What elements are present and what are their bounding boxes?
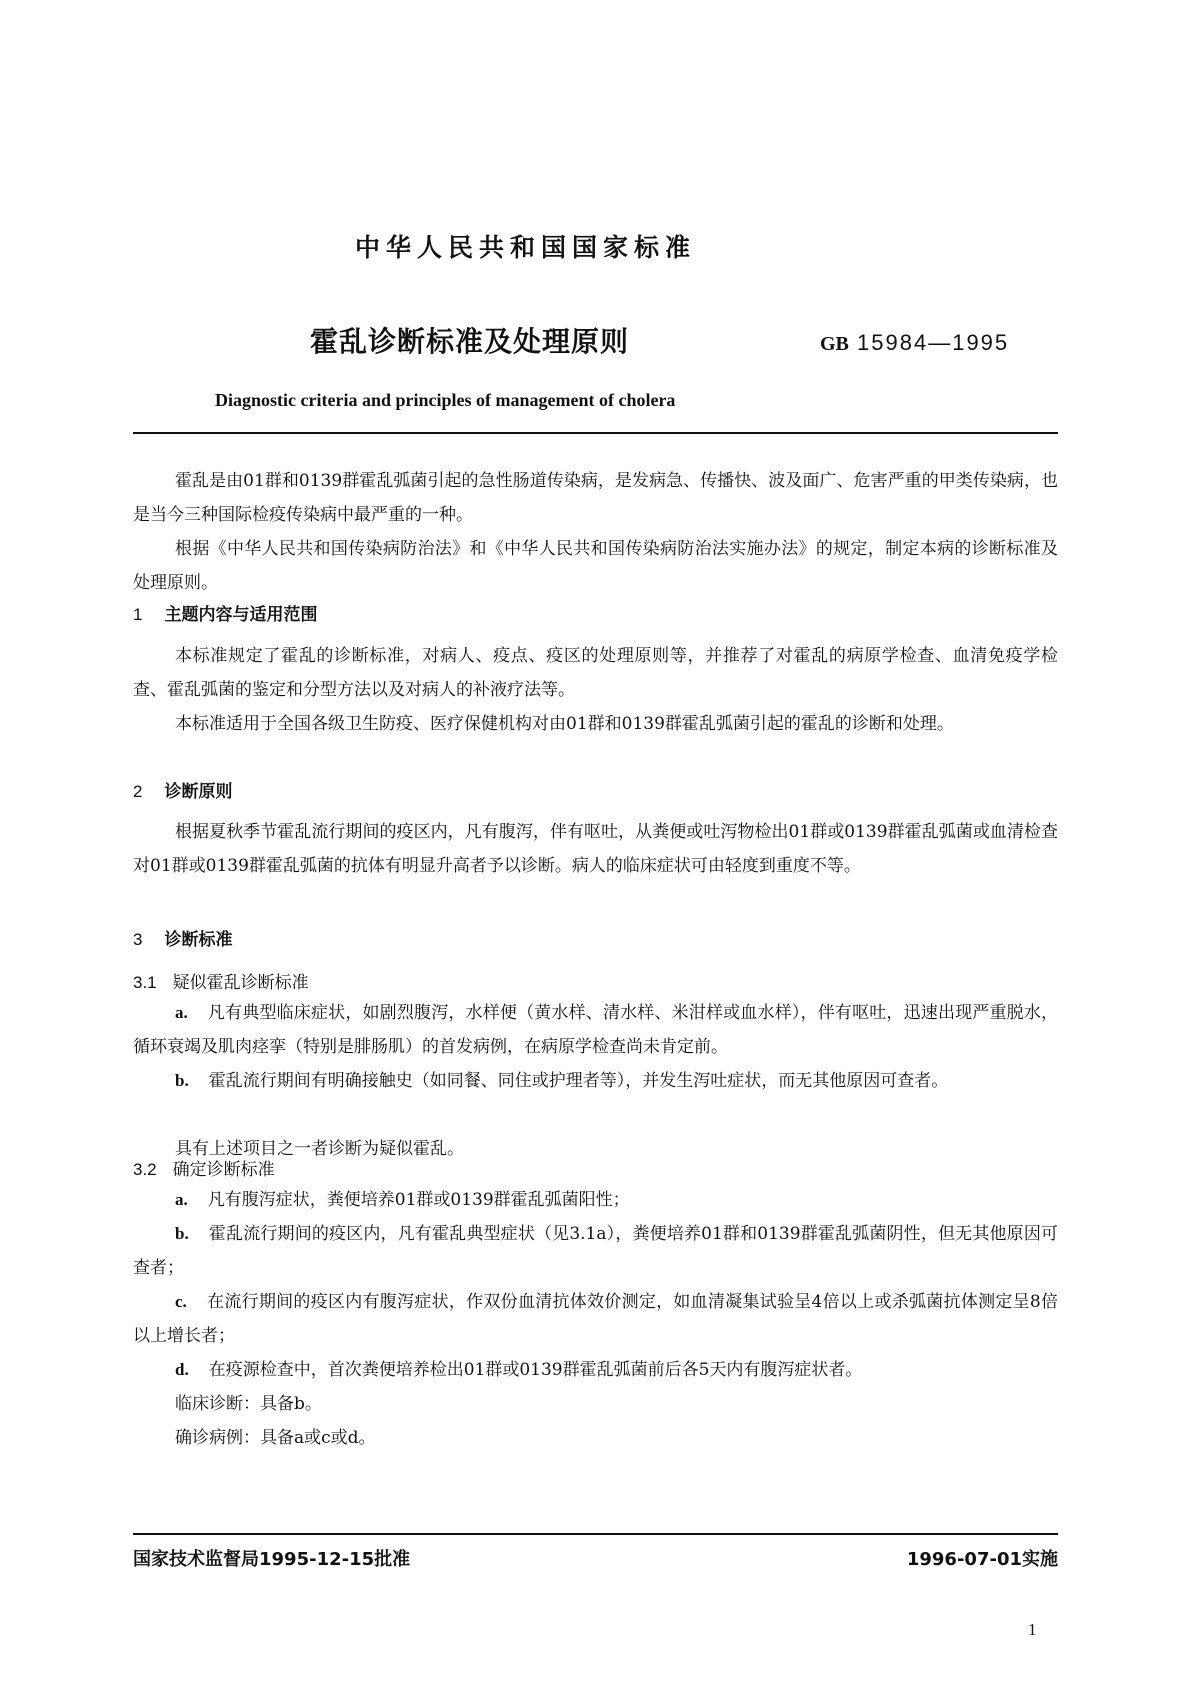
- list-item-3-1-b: [133, 1064, 1058, 1098]
- item-marker: b.: [175, 1071, 189, 1090]
- section-3-heading: [133, 925, 232, 950]
- item-marker: c.: [175, 1292, 187, 1311]
- standard-prefix: GB: [820, 333, 849, 355]
- list-item-3-2-c: [133, 1285, 1058, 1353]
- bottom-rule: [133, 1533, 1058, 1535]
- item-marker: b.: [175, 1224, 189, 1243]
- subsection-3-1-heading: [133, 968, 309, 993]
- top-rule: [133, 432, 1058, 434]
- confirmed-case-note: 确诊病例：具备a或c或d。: [175, 1428, 376, 1448]
- section-title: 诊断原则: [164, 782, 233, 802]
- section-title: 主题内容与适用范围: [164, 605, 318, 625]
- section-title: 诊断标准: [164, 930, 233, 950]
- subsection-3-2-heading: [133, 1155, 275, 1180]
- section-2-heading: [133, 777, 232, 802]
- english-title: Diagnostic criteria and principles of management of cholera: [215, 390, 676, 410]
- implementation-date: 1996-07-01实施: [906, 1549, 1058, 1570]
- item-text: 在流行期间的疫区内有腹泻症状，作双份血清抗体效价测定，如血清凝集试验呈4倍以上或杀弧菌抗体测定呈8倍以上增长者；: [133, 1292, 1058, 1346]
- page-number: 1: [1028, 1620, 1037, 1639]
- clinical-diagnosis-note: 临床诊断：具备b。: [175, 1394, 322, 1414]
- subsection-number: 3.2: [133, 1160, 157, 1179]
- item-marker: a.: [175, 1003, 188, 1022]
- item-text: 凡有腹泻症状，粪便培养01群或0139群霍乱弧菌阳性；: [207, 1190, 630, 1210]
- subsection-title: 确定诊断标准: [172, 1160, 275, 1180]
- item-text: 凡有典型临床症状，如剧烈腹泻，水样便（黄水样、清水样、米泔样或血水样），伴有呕吐，迅速出现严重脱水，循环衰竭及肌肉痉挛（特别是腓肠肌）的首发病例，在病原学检查尚未肯定前。: [133, 1003, 1058, 1057]
- standard-code: 15984—1995: [857, 330, 1010, 355]
- standard-number: [820, 330, 1009, 356]
- list-item-3-2-a: [133, 1183, 1058, 1217]
- section-1-paragraph-2: 本标准适用于全国各级卫生防疫、医疗保健机构对由01群和0139群霍乱弧菌引起的霍乱的诊断和处理。: [175, 714, 954, 734]
- section-number: 1: [133, 605, 143, 624]
- approval-date: 国家技术监督局1995-12-15批准: [133, 1549, 411, 1570]
- item-text: 霍乱流行期间的疫区内，凡有霍乱典型症状（见3.1a），粪便培养01群和0139群霍乱弧菌阴性，但无其他原因可查者；: [133, 1224, 1058, 1278]
- section-2-paragraph: 根据夏秋季节霍乱流行期间的疫区内，凡有腹泻，伴有呕吐，从粪便或吐泻物检出01群或0139群霍乱弧菌或血清检查对01群或0139群霍乱弧菌的抗体有明显升高者予以诊断。病人的临床症状可由轻度到重度不等。: [133, 822, 1058, 876]
- section-1-paragraph-1: 本标准规定了霍乱的诊断标准，对病人、疫点、疫区的处理原则等，并推荐了对霍乱的病原学检查、血清免疫学检查、霍乱弧菌的鉴定和分型方法以及对病人的补液疗法等。: [133, 646, 1058, 700]
- list-item-3-1-a: [133, 996, 1058, 1064]
- list-item-3-2-d: [133, 1353, 1058, 1387]
- section-1-heading: [133, 600, 317, 625]
- item-marker: d.: [175, 1360, 189, 1379]
- document-title: 霍乱诊断标准及处理原则: [310, 325, 630, 358]
- item-text: 霍乱流行期间有明确接触史（如同餐、同住或护理者等），并发生泻吐症状，而无其他原因可查者。: [208, 1071, 949, 1091]
- intro-paragraph-2: 根据《中华人民共和国传染病防治法》和《中华人民共和国传染病防治法实施办法》的规定，制定本病的诊断标准及处理原则。: [133, 539, 1058, 593]
- list-item-3-2-b: [133, 1217, 1058, 1285]
- conclusion-3-1: 具有上述项目之一者诊断为疑似霍乱。: [175, 1139, 464, 1159]
- section-number: 3: [133, 930, 143, 949]
- subsection-title: 疑似霍乱诊断标准: [172, 973, 309, 993]
- item-text: 在疫源检查中，首次粪便培养检出01群或0139群霍乱弧菌前后各5天内有腹泻症状者。: [208, 1360, 863, 1380]
- intro-paragraph-1: 霍乱是由01群和0139群霍乱弧菌引起的急性肠道传染病，是发病急、传播快、波及面广、危害严重的甲类传染病，也是当今三种国际检疫传染病中最严重的一种。: [133, 471, 1058, 525]
- section-number: 2: [133, 782, 143, 801]
- item-marker: a.: [175, 1190, 188, 1209]
- subsection-number: 3.1: [133, 973, 157, 992]
- national-standard-heading: 中华人民共和国国家标准: [354, 233, 696, 262]
